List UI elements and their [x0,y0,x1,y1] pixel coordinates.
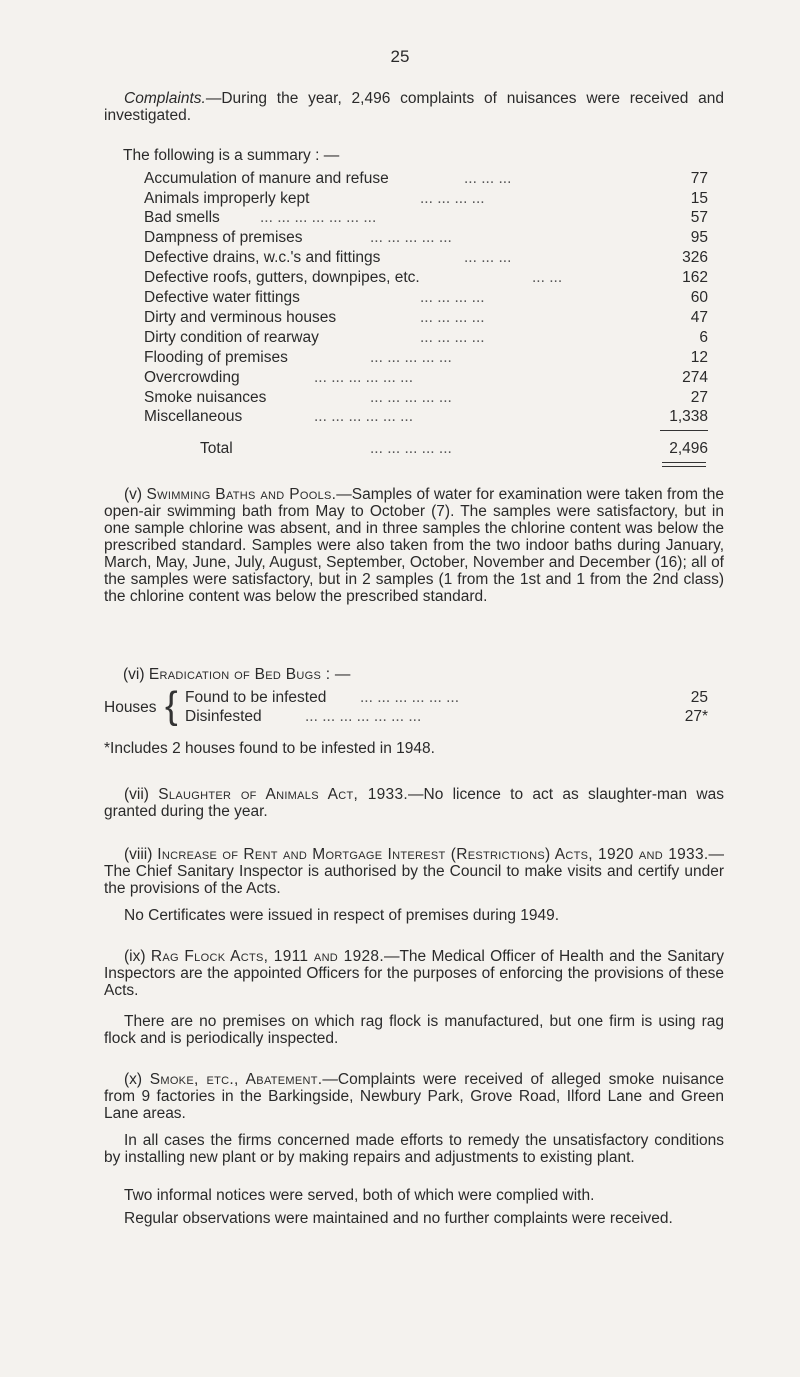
item-value: 77 [690,170,708,187]
item-dots: ... ... ... ... ... ... [360,689,460,706]
item-label: Dirty and verminous houses [144,309,337,326]
total-double-rule-bottom [662,466,706,467]
list-item [144,329,708,346]
section-v-text: —Samples of water for examination were taken from the open-air swimming bath from May to October (7). The samples were satisfactory, but in one sample chlorine was absent, and in three samples the chlorine content was below the prescribed standard. Samples were also taken from the two indoor baths during January, March, May, June, July, August, September, October, November and December (16); all of the samples were satisfactory, but in 2 samples (1 from the 1st and 1 from the 2nd class) the chlorine content was below the prescribed standard. [104,486,725,605]
item-value: 47 [690,309,708,326]
item-value: 326 [682,249,708,266]
list-item [144,309,708,326]
list-item [144,170,708,187]
section-viii-text2: No Certificates were issued in respect of premises during 1949. [124,907,560,924]
section-x-title: Smoke, etc., Abatement. [149,1071,323,1088]
total-dots: ... ... ... ... ... [370,440,452,457]
item-label: Miscellaneous [144,408,243,425]
item-label: Smoke nuisances [144,389,267,406]
list-item [144,249,708,266]
item-label: Found to be infested [185,689,327,706]
list-item [144,229,708,246]
item-value: 95 [690,229,708,246]
section-x-text2: In all cases the firms concerned made efforts to remedy the unsatisfactory conditions by installing new plant or by making repairs and adjustments to existing plant. [104,1132,724,1166]
total-value: 2,496 [669,440,708,457]
item-label: Defective drains, w.c.'s and fittings [144,249,381,266]
section-ix-title: Rag Flock Acts, 1911 and 1928. [150,948,384,965]
item-dots: ... ... ... ... [420,289,485,306]
total-row [144,440,708,457]
item-value: 60 [690,289,708,306]
item-label: Disinfested [185,708,262,725]
item-dots: ... ... [532,269,563,286]
total-double-rule-top [662,462,706,463]
item-label: Bad smells [144,209,220,226]
complaints-intro [104,90,724,124]
item-value: 57 [690,209,708,226]
section-ix-text2: There are no premises on which rag flock is manufactured, but one firm is using rag flock and is periodically inspected. [104,1013,724,1047]
item-dots: ... ... ... ... [420,309,485,326]
section-v-number: (v) [124,486,143,503]
list-item [144,190,708,207]
item-dots: ... ... ... ... [420,190,485,207]
brace-icon: { [165,685,178,727]
item-value: 15 [690,190,708,207]
section-x-text: —Complaints were received of alleged smoke nuisance from 9 factories in the Barkingside, Newbury Park, Grove Road, Ilford Lane and Green Lane areas. [104,1071,725,1122]
item-value: 1,338 [669,408,708,425]
section-vi-number: (vi) [123,666,145,683]
item-label: Dampness of premises [144,229,303,246]
item-value: 12 [690,349,708,366]
item-value: 25 [690,689,708,706]
section-x-number: (x) [124,1071,143,1088]
section-vii [104,786,724,820]
section-ix [104,948,724,999]
list-item [185,689,708,706]
item-label: Flooding of premises [144,349,288,366]
item-dots: ... ... ... [464,249,512,266]
section-x [104,1071,724,1122]
item-dots: ... ... ... ... ... ... ... [260,209,377,226]
item-value: 27 [690,389,708,406]
section-viii-title: Increase of Rent and Mortgage Interest (Restrictions) Acts, 1920 and 1933. [157,846,709,863]
list-item [144,289,708,306]
section-x-text4: Regular observations were maintained and no further complaints were received. [124,1210,673,1227]
list-item [144,349,708,366]
section-vii-text: —No licence to act as slaughter-man was granted during the year. [104,786,724,820]
section-vi-title: Eradication of Bed Bugs : — [148,666,351,683]
item-label: Defective roofs, gutters, downpipes, etc. [144,269,420,286]
list-item [144,209,708,226]
section-ix-number: (ix) [124,948,146,965]
complaints-heading: Complaints. [124,90,206,107]
item-label: Animals improperly kept [144,190,310,207]
section-viii [104,846,724,897]
list-item [144,389,708,406]
item-label: Overcrowding [144,369,240,386]
item-dots: ... ... ... ... ... ... [314,408,414,425]
item-label: Dirty condition of rearway [144,329,319,346]
item-dots: ... ... ... ... ... ... [314,369,414,386]
item-label: Accumulation of manure and refuse [144,170,389,187]
summary-label: The following is a summary : — [123,147,340,164]
item-dots: ... ... ... ... ... [370,389,452,406]
section-vii-title: Slaughter of Animals Act, 1933. [158,786,408,803]
section-vi-footnote: *Includes 2 houses found to be infested in 1948. [104,740,435,757]
item-value: 27* [684,708,708,725]
item-value: 274 [682,369,708,386]
item-value: 6 [699,329,708,346]
houses-label: Houses [104,699,157,716]
item-dots: ... ... ... [464,170,512,187]
list-item [144,269,708,286]
list-item [185,708,708,725]
item-dots: ... ... ... ... ... ... ... [305,708,422,725]
list-item [144,369,708,386]
item-label: Defective water fittings [144,289,300,306]
section-v-title: Swimming Baths and Pools. [146,486,337,503]
total-rule [660,430,708,431]
section-vii-number: (vii) [124,786,149,803]
section-x-text3: Two informal notices were served, both of which were complied with. [124,1187,595,1204]
section-v [104,486,724,605]
section-viii-number: (viii) [124,846,153,863]
item-dots: ... ... ... ... ... [370,229,452,246]
list-item [144,408,708,425]
item-value: 162 [682,269,708,286]
section-viii-text: —The Chief Sanitary Inspector is authorised by the Council to make visits and certify under the provisions of the Acts. [104,846,724,897]
item-dots: ... ... ... ... ... [370,349,452,366]
item-dots: ... ... ... ... [420,329,485,346]
complaints-intro-text: —During the year, 2,496 complaints of nuisances were received and investigated. [104,90,724,124]
section-ix-text: —The Medical Officer of Health and the Sanitary Inspectors are the appointed Officers for the purposes of enforcing the provisions of these Acts. [104,948,724,999]
page-number: 25 [390,47,410,66]
section-vi-heading [123,666,351,683]
total-label: Total [200,440,233,457]
